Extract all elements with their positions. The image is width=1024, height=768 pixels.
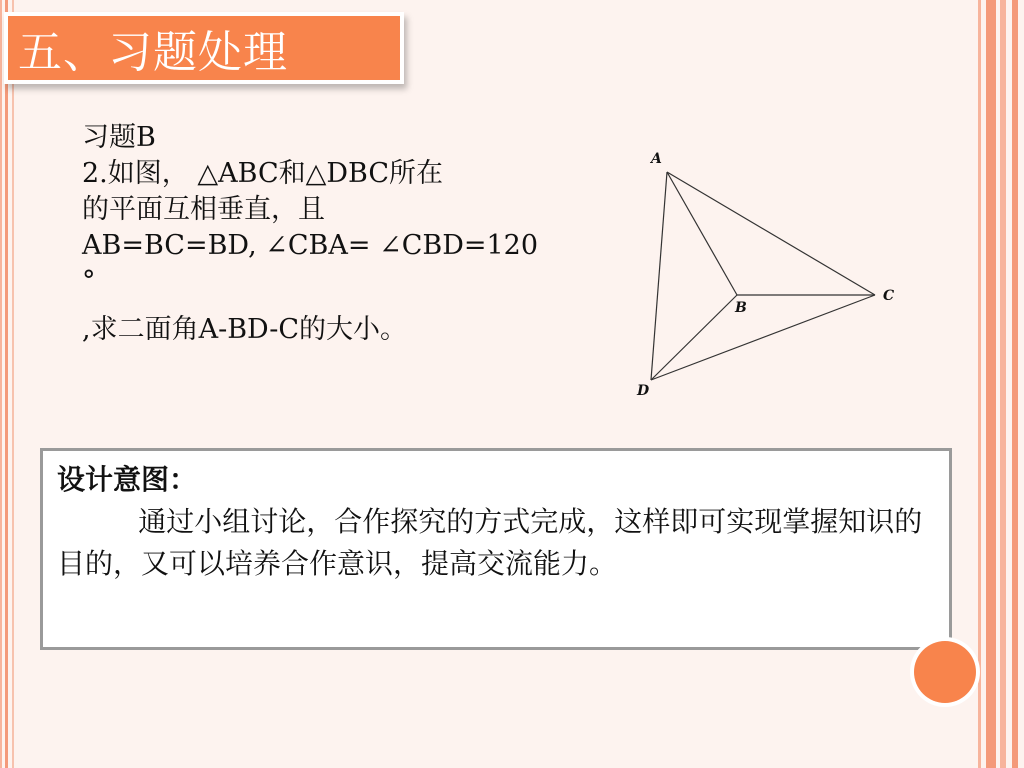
point-label-d: D	[637, 383, 650, 399]
problem-line-4: °	[82, 266, 96, 297]
problem-line-1: 2.如图， △ABC和△DBC所在	[82, 158, 444, 189]
point-label-b: B	[735, 300, 747, 316]
problem-line-label: 习题B	[82, 122, 156, 153]
edge-ab	[667, 172, 737, 295]
left-border-decoration	[0, 0, 22, 768]
decorative-circle	[914, 641, 976, 703]
problem-statement	[82, 120, 622, 348]
point-label-c: C	[883, 288, 895, 304]
problem-line-3: AB=BC=BD, ∠CBA= ∠CBD=120	[82, 230, 539, 261]
design-intent-box	[40, 448, 952, 650]
point-label-a: A	[651, 151, 662, 167]
problem-line-2: 的平面互相垂直，且	[82, 194, 325, 225]
edge-cd	[651, 295, 875, 380]
edge-ac	[667, 172, 875, 295]
right-border-decoration	[976, 0, 1024, 768]
geometry-figure	[625, 145, 915, 405]
design-intent-title: 设计意图：	[57, 463, 198, 496]
edge-bd	[651, 295, 737, 380]
title-banner	[8, 16, 400, 80]
problem-line-question: ,求二面角A-BD-C的大小。	[82, 314, 407, 345]
slide-title: 五、习题处理	[18, 27, 288, 78]
edge-ad	[651, 172, 667, 380]
problem-spacer	[82, 300, 622, 312]
design-intent-body: 通过小组讨论，合作探究的方式完成，这样即可实现掌握知识的目的，又可以培养合作意识，提高交流能力。	[57, 505, 923, 580]
